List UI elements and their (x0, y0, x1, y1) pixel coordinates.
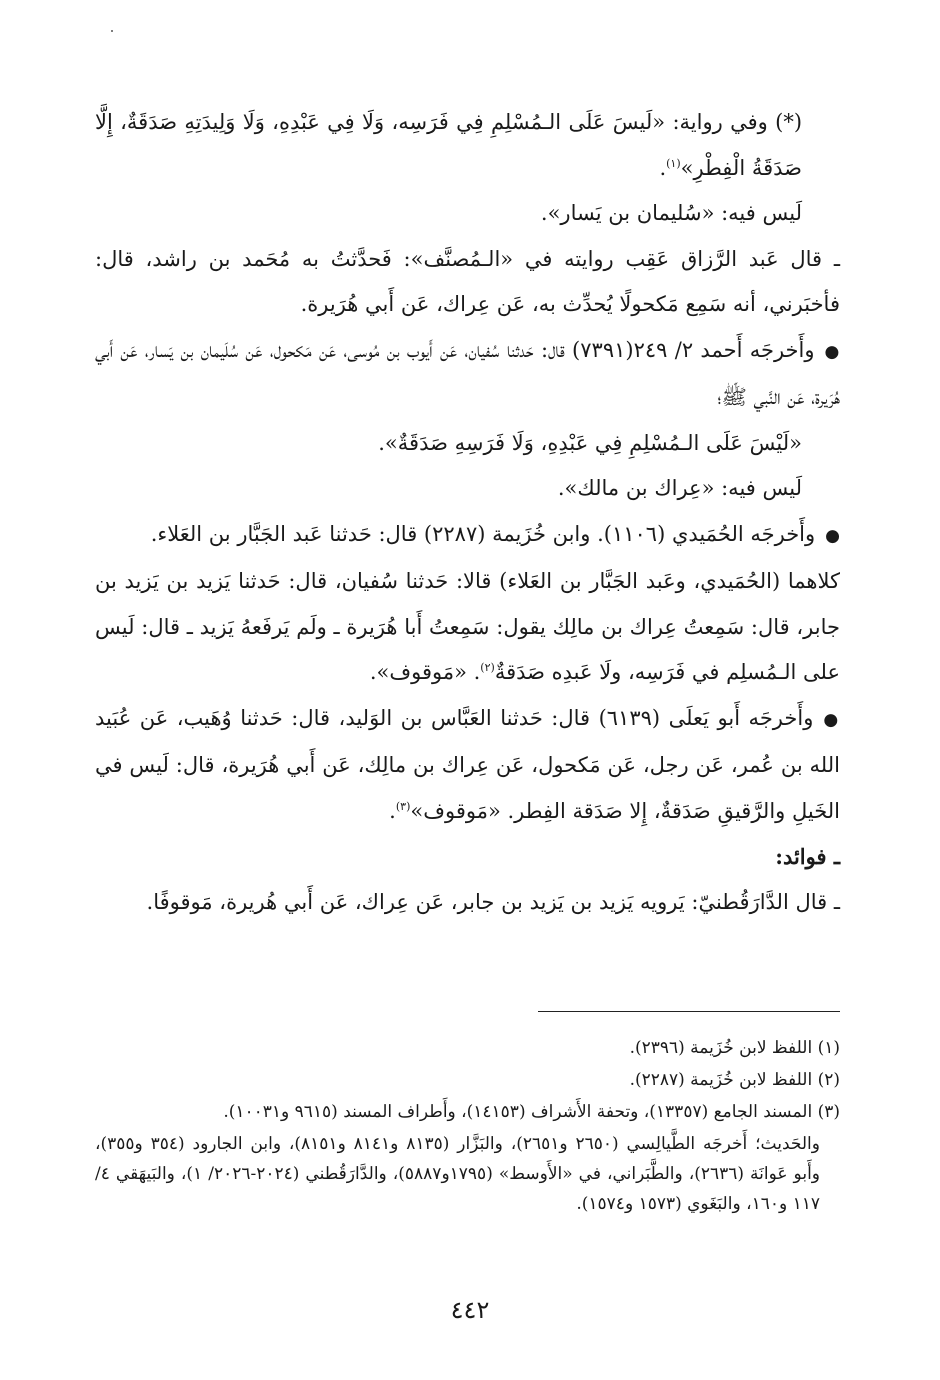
footnote-1: (١) اللفظ لابن خُزَيمة (٢٣٩٦). (629, 1038, 840, 1058)
footnotes (95, 1033, 840, 1221)
footnote-ref-3: (٣) (395, 799, 411, 813)
riwaya-text: وفي رواية: «لَيسَ عَلَى الـمُسْلِمِ فِي فَرَسِه، وَلَا فِي عَبْدِهِ، وَلَا وَلِيدَتِهِ صَدَقَةٌ، إِلَّا صَدَقَةُ الْفِطْرِ» (95, 110, 802, 180)
footnote-2: (٢) اللفظ لابن خُزَيمة (٢٢٨٧). (629, 1070, 840, 1090)
abu-yala-end: . (389, 798, 396, 823)
bullet-icon: ● (824, 341, 840, 362)
asterisk-label: (*) (775, 110, 803, 134)
paragraph-riwaya: (*) وفي رواية: «لَيسَ عَلَى الـمُسْلِمِ فِي فَرَسِه، وَلَا فِي عَبْدِهِ، وَلَا وَلِيدَتِهِ صَدَقَةٌ، إِلَّا صَدَقَةُ الْفِطْرِ»$^{(١)}$. (95, 110, 803, 180)
bullet-icon: ● (825, 525, 840, 546)
kilahuma-text: كلاهما (الحُمَيدي، وعَبد الجَبَّار بن العَلاء) قالا: حَدثنا سُفيان، قال: حَدثنا يَزيد بن يَزيد بن جابر، قال: سَمِعتُ عِراك بن مالِك يقول: سَمِعتُ أَبا هُرَيرة ـ ولَم يَرفَعهُ يَزيد ـ قال: لَيس على الـمُسلِم في فَرَسِه، ولَا عَبدِه صَدَقةٌ (95, 569, 840, 684)
paragraph-laysa-fihi-2: لَيس فيه: «عِراك بن مالك». (557, 476, 802, 500)
paragraph-kilahuma (95, 559, 840, 696)
page-number: ٤٤٢ (450, 1296, 490, 1324)
heading-fawaid: ـ فوائد: (775, 844, 840, 869)
footnote-3-continued: والحَديث؛ أَخرجَه الطَّيالِسي (٢٦٥٠ و٢٦٥١)، والبَزَّار (٨١٣٥ و٨١٤١ و٨١٥١)، وابن الجارود (٣٥٤ و٣٥٥)، وأَبو عَوانَة (٢٦٣٦)، والطَّبَراني، في «الأَوسط» (١٧٩٥و٥٨٨٧)، والدَّارَقُطني (٢٠٢٤-٢٠٢٦/ ١)، والبَيهَقي ٤/ ١١٧ و١٦٠، والبَغَوي (١٥٧٣ و١٥٧٤). (95, 1134, 821, 1214)
paragraph-laysa-fihi-1: لَيس فيه: «سُليمان بن يَسار». (540, 201, 802, 225)
bullet-icon: ● (823, 709, 841, 730)
humaydi-text: وأَخرجَه الحُمَيدي (١١٠٦). وابن خُزَيمة (٢٢٨٧) قال: حَدثنا عَبد الجَبَّار بن العَلاء. (150, 521, 816, 546)
main-text (95, 100, 840, 925)
paragraph-abd-al-razzaq: ـ قال عَبد الرَّزاق عَقِب روايته في «الـمُصنَّف»: فَحدَّثتُ به مُحَمد بن راشد، قال: فأخبَرني، أنه سَمِع مَكحولًا يُحدِّث به، عَن عِراك، عَن أَبي هُرَيرة. (95, 246, 840, 316)
abu-yala-text: وأَخرجَه أَبو يَعلَى (٦١٣٩) قال: حَدثنا العَبَّاس بن الوَليد، قال: حَدثنا وُهَيب، عَن عُبَيد الله بن عُمر، عَن رجل، عَن مَكحول، عَن عِراك بن مالِك، عَن أَبي هُرَيرة، قال: لَيس في الخَيلِ والرَّقيقِ صَدَقةٌ، إِلا صَدَقة الفِطر. «مَوقوف» (95, 705, 840, 823)
footnote-divider (538, 1011, 840, 1012)
footnote-ref-1: (١) (666, 156, 681, 170)
footnote-3: (٣) المسند الجامع (١٣٣٥٧)، وتحفة الأَشراف (١٤١٥٣)، وأَطراف المسند (٩٦١٥ و١٠٠٣١). (223, 1102, 840, 1122)
paragraph-abu-yala (95, 696, 840, 835)
scan-speck (111, 30, 113, 32)
paragraph-daraqutni: ـ قال الدَّارَقُطنيّ: يَرويه يَزيد بن يَزيد بن جابر، عَن عِراك، عَن أَبي هُريرة، مَوقوفًا. (146, 889, 840, 914)
paragraph-hadith-quote: «لَيْسَ عَلَى الـمُسْلِمِ فِي عَبْدِهِ، وَلَا فَرَسِهِ صَدَقَةٌ». (378, 430, 802, 455)
paragraph-ahmad (95, 328, 840, 421)
footnote-ref-2: (٢) (480, 661, 495, 674)
ahmad-text: وأَخرجَه أَحمد ٢/ ٢٤٩(٧٣٩١) قال: حَدثنا سُفيان، عَن أَيوب بن مُوسى، عَن مَكحول، عَن سُلَيمان بن يَسار، عَن أَبي هُرَيرة، عَن النَّبي ﷺ؛ (95, 337, 840, 409)
paragraph-humaydi (95, 512, 840, 560)
kilahuma-end: . «مَوقوف». (369, 660, 481, 684)
